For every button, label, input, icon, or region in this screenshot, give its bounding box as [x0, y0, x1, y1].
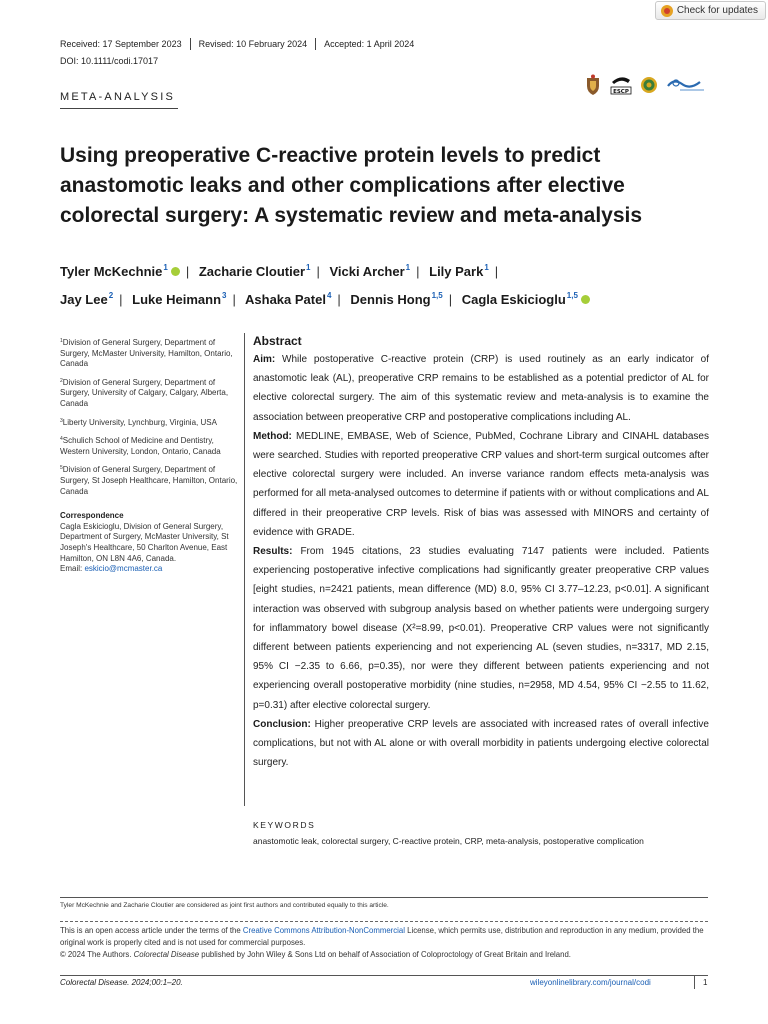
keywords — [253, 819, 709, 847]
abstract-aim: Aim: While postoperative C-reactive protein (CRP) is used routinely as an early indicator of anastomotic leak (AL), preoperative CRP remains to be established as a potential predictor of AL for elective colorectal surgery. The aim of this systematic review and meta-analysis is to examine the association between preoperative CRP and postoperative complications including AL. — [253, 354, 709, 423]
affiliations-column — [60, 336, 240, 575]
section-rule — [60, 108, 178, 109]
correspondence-heading: Correspondence — [60, 511, 124, 521]
abstract-heading: Abstract — [253, 334, 302, 348]
abstract-conclusion: Conclusion: Higher preoperative CRP levels are associated with increased rates of overall infective complications, but not with AL alone or with overall morbidity in patients undergoing elective colorectal surgery. — [253, 718, 709, 769]
check-for-updates-button[interactable] — [655, 1, 766, 20]
author[interactable]: Luke Heimann$^3$ — [132, 291, 227, 307]
section-label: META-ANALYSIS — [60, 91, 175, 103]
footnote-dashed-rule — [60, 921, 708, 922]
footnote-rule — [60, 897, 708, 898]
orcid-icon[interactable] — [171, 267, 180, 276]
page-number: 1 — [703, 978, 708, 987]
society-seal-icon — [640, 74, 658, 96]
accepted-date: Accepted: 1 April 2024 — [315, 38, 422, 50]
journal-website-link[interactable]: wileyonlinelibrary.com/journal/codi — [530, 978, 651, 987]
abstract-method: Method: MEDLINE, EMBASE, Web of Science, PubMed, Cochrane Library and CINAHL databases were searched. Studies with reported preoperative CRP values and short-term surgical outcomes after elective colorectal surgery were included. An inverse variance random effects meta-analysis was performed for all meta-analysed outcomes to determine if patients with or without complications and AL differed in their preoperative CRP levels. Risk of bias was assessed with MINORS and certainty of evidence with GRADE. — [253, 430, 709, 538]
page-footer-rule — [60, 975, 708, 976]
article-title: Using preoperative C-reactive protein levels to predict anastomotic leaks and other complications after elective colorectal surgery: A systematic review and meta-analysis — [60, 144, 643, 227]
keywords-text: anastomotic leak, colorectal surgery, C-reactive protein, CRP, meta-analysis, postoperative complication — [253, 835, 644, 846]
affiliation: $^3$Liberty University, Lynchburg, Virginia, USA — [60, 417, 217, 427]
affiliation: $^1$Division of General Surgery, Department of Surgery, McMaster University, Hamilton, Ontario, Canada — [60, 338, 233, 369]
escp-logo-icon — [610, 74, 632, 96]
doi[interactable]: DOI: 10.1111/codi.17017 — [60, 56, 159, 66]
author[interactable]: Tyler McKechnie$^1$ — [60, 264, 180, 279]
license-link[interactable]: Creative Commons Attribution-NonCommercial — [242, 926, 405, 935]
page-number-divider — [694, 975, 695, 989]
abstract-results: Results: From 1945 citations, 23 studies evaluating 7147 patients were included. Patients experiencing postoperative infective complications had significantly greater preoperative CRP values [eight studies, n=2421 patients, mean difference (MD) 8.0, 95% CI 3.77–12.23, p<0.01]. A significant interaction was observed with subgroup analysis based on whether patients were undergoing surgery for inflammatory bowel disease (X²=8.99, p<0.01). Preoperative CRP values were not significantly different between patients experiencing and not experiencing AL (seven studies, n=3317, MD 2.15, 95% CI −2.35 to 6.66, p=0.35), nor were they different between patients experiencing and not experiencing overall postoperative morbidity (nine studies, n=2958, MD 4.54, 95% CI −2.55 to 11.62, p=0.31) after elective colorectal surgery. — [253, 546, 709, 711]
email-link[interactable]: eskicio@mcmaster.ca — [84, 564, 163, 574]
received-date: Received: 17 September 2023 — [60, 39, 182, 49]
license-footnote: This is an open access article under the terms of the Creative Commons Attribution-NonCommercial License, which permits use, distribution and reproduction in any medium, provided the original work is properly cited and is not used for commercial purposes. © 2024 The Authors. Colorectal Disease published by John Wiley & Sons Ltd on behalf of Association of Coloproctology of Great Britain and Ireland. — [60, 926, 704, 959]
orcid-icon[interactable] — [581, 295, 590, 304]
svg-text:ESCP: ESCP — [613, 89, 629, 95]
keywords-heading: KEYWORDS — [253, 820, 316, 830]
author[interactable]: Cagla Eskicioglu$^{1,5}$ — [462, 292, 590, 307]
society-logos — [584, 74, 706, 96]
crossmark-icon — [661, 5, 673, 17]
journal-citation: Colorectal Disease. 2024;00:1–20. — [60, 978, 183, 987]
author[interactable]: Lily Park$^1$ — [429, 263, 489, 279]
coloproctology-logo-icon — [666, 74, 706, 96]
revised-date: Revised: 10 February 2024 — [190, 38, 316, 50]
author[interactable]: Dennis Hong$^{1,5}$ — [350, 291, 443, 307]
author[interactable]: Ashaka Patel$^4$ — [245, 291, 332, 307]
author-list: Tyler McKechnie$^1$ | Zacharie Cloutier$^1$ | Vicki Archer$^1$ | Lily Park$^1$ | Jay Lee$^2$ | Luke Heimann$^3$ | Ashaka Patel$^4$ | Dennis Hong$^{1,5}$ | Cagla Eskicioglu$^{1,5}$ — [60, 256, 700, 312]
author[interactable]: Jay Lee$^2$ — [60, 291, 114, 307]
abstract — [253, 334, 709, 772]
affiliation: $^2$Division of General Surgery, Department of Surgery, University of Calgary, Calgary, Alberta, Canada — [60, 377, 229, 408]
check-for-updates-label: Check for updates — [676, 5, 758, 16]
affiliation: $^4$Schulich School of Medicine and Dentistry, Western University, London, Ontario, Canada — [60, 436, 221, 456]
crest-logo-icon — [584, 74, 602, 96]
affiliation: $^5$Division of General Surgery, Department of Surgery, St Joseph Healthcare, Hamilton, Ontario, Canada — [60, 465, 238, 496]
article-dates — [60, 38, 422, 50]
joint-authors-footnote: Tyler McKechnie and Zacharie Cloutier are considered as joint first authors and contributed equally to this article. — [60, 902, 389, 909]
column-divider — [244, 333, 245, 806]
author[interactable]: Zacharie Cloutier$^1$ — [198, 263, 311, 279]
correspondence-text: Cagla Eskicioglu, Division of General Surgery, Department of Surgery, McMaster University, St Joseph's Healthcare, 50 Charlton Avenue, East Hamilton, ON L8N 4A6, Canada. Email: eskicio@mcmaster.ca — [60, 521, 229, 574]
author[interactable]: Vicki Archer$^1$ — [329, 263, 411, 279]
